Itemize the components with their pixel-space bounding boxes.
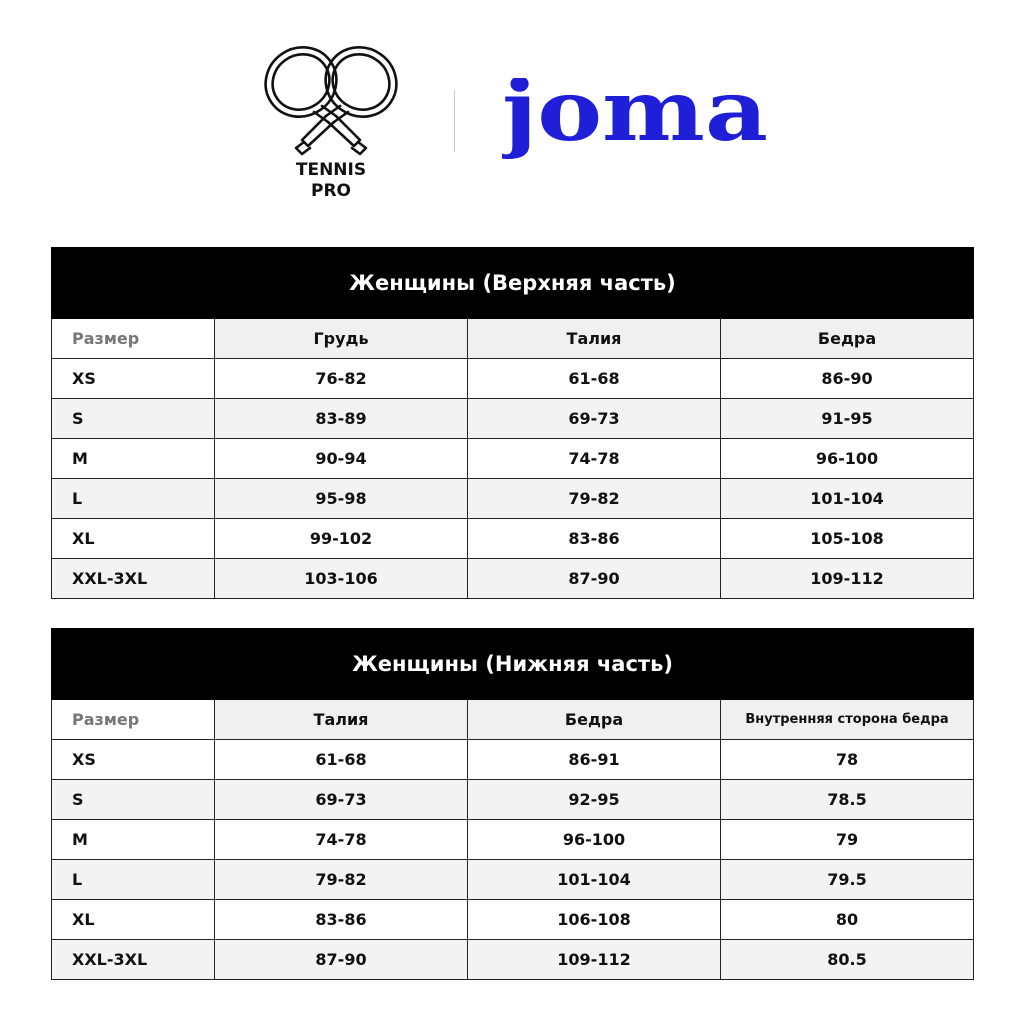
table-cell: 87-90 <box>468 559 721 599</box>
table-row <box>52 900 974 940</box>
table-cell: 74-78 <box>468 439 721 479</box>
table-cell: 61-68 <box>215 740 468 780</box>
table-title: Женщины (Нижняя часть) <box>52 629 974 700</box>
column-header: Размер <box>52 700 215 740</box>
table-row <box>52 860 974 900</box>
table-cell: 99-102 <box>215 519 468 559</box>
size-cell: L <box>52 479 215 519</box>
size-cell: XXL-3XL <box>52 559 215 599</box>
table-row <box>52 780 974 820</box>
size-cell: M <box>52 820 215 860</box>
size-cell: S <box>52 780 215 820</box>
size-cell: M <box>52 439 215 479</box>
table-cell: 109-112 <box>468 940 721 980</box>
table-cell: 78.5 <box>721 780 974 820</box>
column-header: Бедра <box>468 700 721 740</box>
table-cell: 79 <box>721 820 974 860</box>
size-cell: XXL-3XL <box>52 940 215 980</box>
crossed-rackets-icon <box>256 42 406 162</box>
table-cell: 105-108 <box>721 519 974 559</box>
table-cell: 90-94 <box>215 439 468 479</box>
column-header: Внутренняя сторона бедра <box>721 700 974 740</box>
size-cell: S <box>52 399 215 439</box>
logo-divider <box>454 90 455 152</box>
table-cell: 76-82 <box>215 359 468 399</box>
table-cell: 74-78 <box>215 820 468 860</box>
table-cell: 83-89 <box>215 399 468 439</box>
table-cell: 61-68 <box>468 359 721 399</box>
table-cell: 92-95 <box>468 780 721 820</box>
column-header: Грудь <box>215 319 468 359</box>
table-cell: 95-98 <box>215 479 468 519</box>
table-cell: 79-82 <box>215 860 468 900</box>
table-row <box>52 359 974 399</box>
size-table-bottom <box>51 628 974 980</box>
column-header: Талия <box>468 319 721 359</box>
table-cell: 80.5 <box>721 940 974 980</box>
table-cell: 101-104 <box>468 860 721 900</box>
svg-text:joma: joma <box>502 78 768 160</box>
size-table-top <box>51 247 974 599</box>
table-row <box>52 820 974 860</box>
size-cell: L <box>52 860 215 900</box>
size-cell: XL <box>52 900 215 940</box>
table-cell: 91-95 <box>721 399 974 439</box>
logo-line-2: PRO <box>310 181 351 201</box>
table-cell: 96-100 <box>721 439 974 479</box>
logo-line-1: TENNIS <box>295 160 367 180</box>
size-cell: XS <box>52 740 215 780</box>
table-row <box>52 399 974 439</box>
table-row <box>52 559 974 599</box>
size-cell: XS <box>52 359 215 399</box>
table-header-row <box>52 319 974 359</box>
joma-logo <box>502 78 772 160</box>
table-cell: 79.5 <box>721 860 974 900</box>
size-cell: XL <box>52 519 215 559</box>
joma-wordmark-icon <box>502 78 772 160</box>
table-cell: 83-86 <box>215 900 468 940</box>
table-cell: 87-90 <box>215 940 468 980</box>
table-row <box>52 740 974 780</box>
table-cell: 86-91 <box>468 740 721 780</box>
table-cell: 109-112 <box>721 559 974 599</box>
table-cell: 96-100 <box>468 820 721 860</box>
column-header: Талия <box>215 700 468 740</box>
table-cell: 69-73 <box>468 399 721 439</box>
table-row <box>52 479 974 519</box>
column-header: Размер <box>52 319 215 359</box>
tennis-pro-wordmark <box>256 160 406 202</box>
table-title: Женщины (Верхняя часть) <box>52 248 974 319</box>
table-cell: 101-104 <box>721 479 974 519</box>
column-header: Бедра <box>721 319 974 359</box>
table-cell: 78 <box>721 740 974 780</box>
tennis-pro-logo <box>256 42 406 202</box>
table-row <box>52 940 974 980</box>
table-row <box>52 519 974 559</box>
table-cell: 86-90 <box>721 359 974 399</box>
table-header-row <box>52 700 974 740</box>
table-row <box>52 439 974 479</box>
table-cell: 80 <box>721 900 974 940</box>
table-cell: 106-108 <box>468 900 721 940</box>
table-cell: 83-86 <box>468 519 721 559</box>
table-cell: 79-82 <box>468 479 721 519</box>
table-cell: 69-73 <box>215 780 468 820</box>
table-cell: 103-106 <box>215 559 468 599</box>
